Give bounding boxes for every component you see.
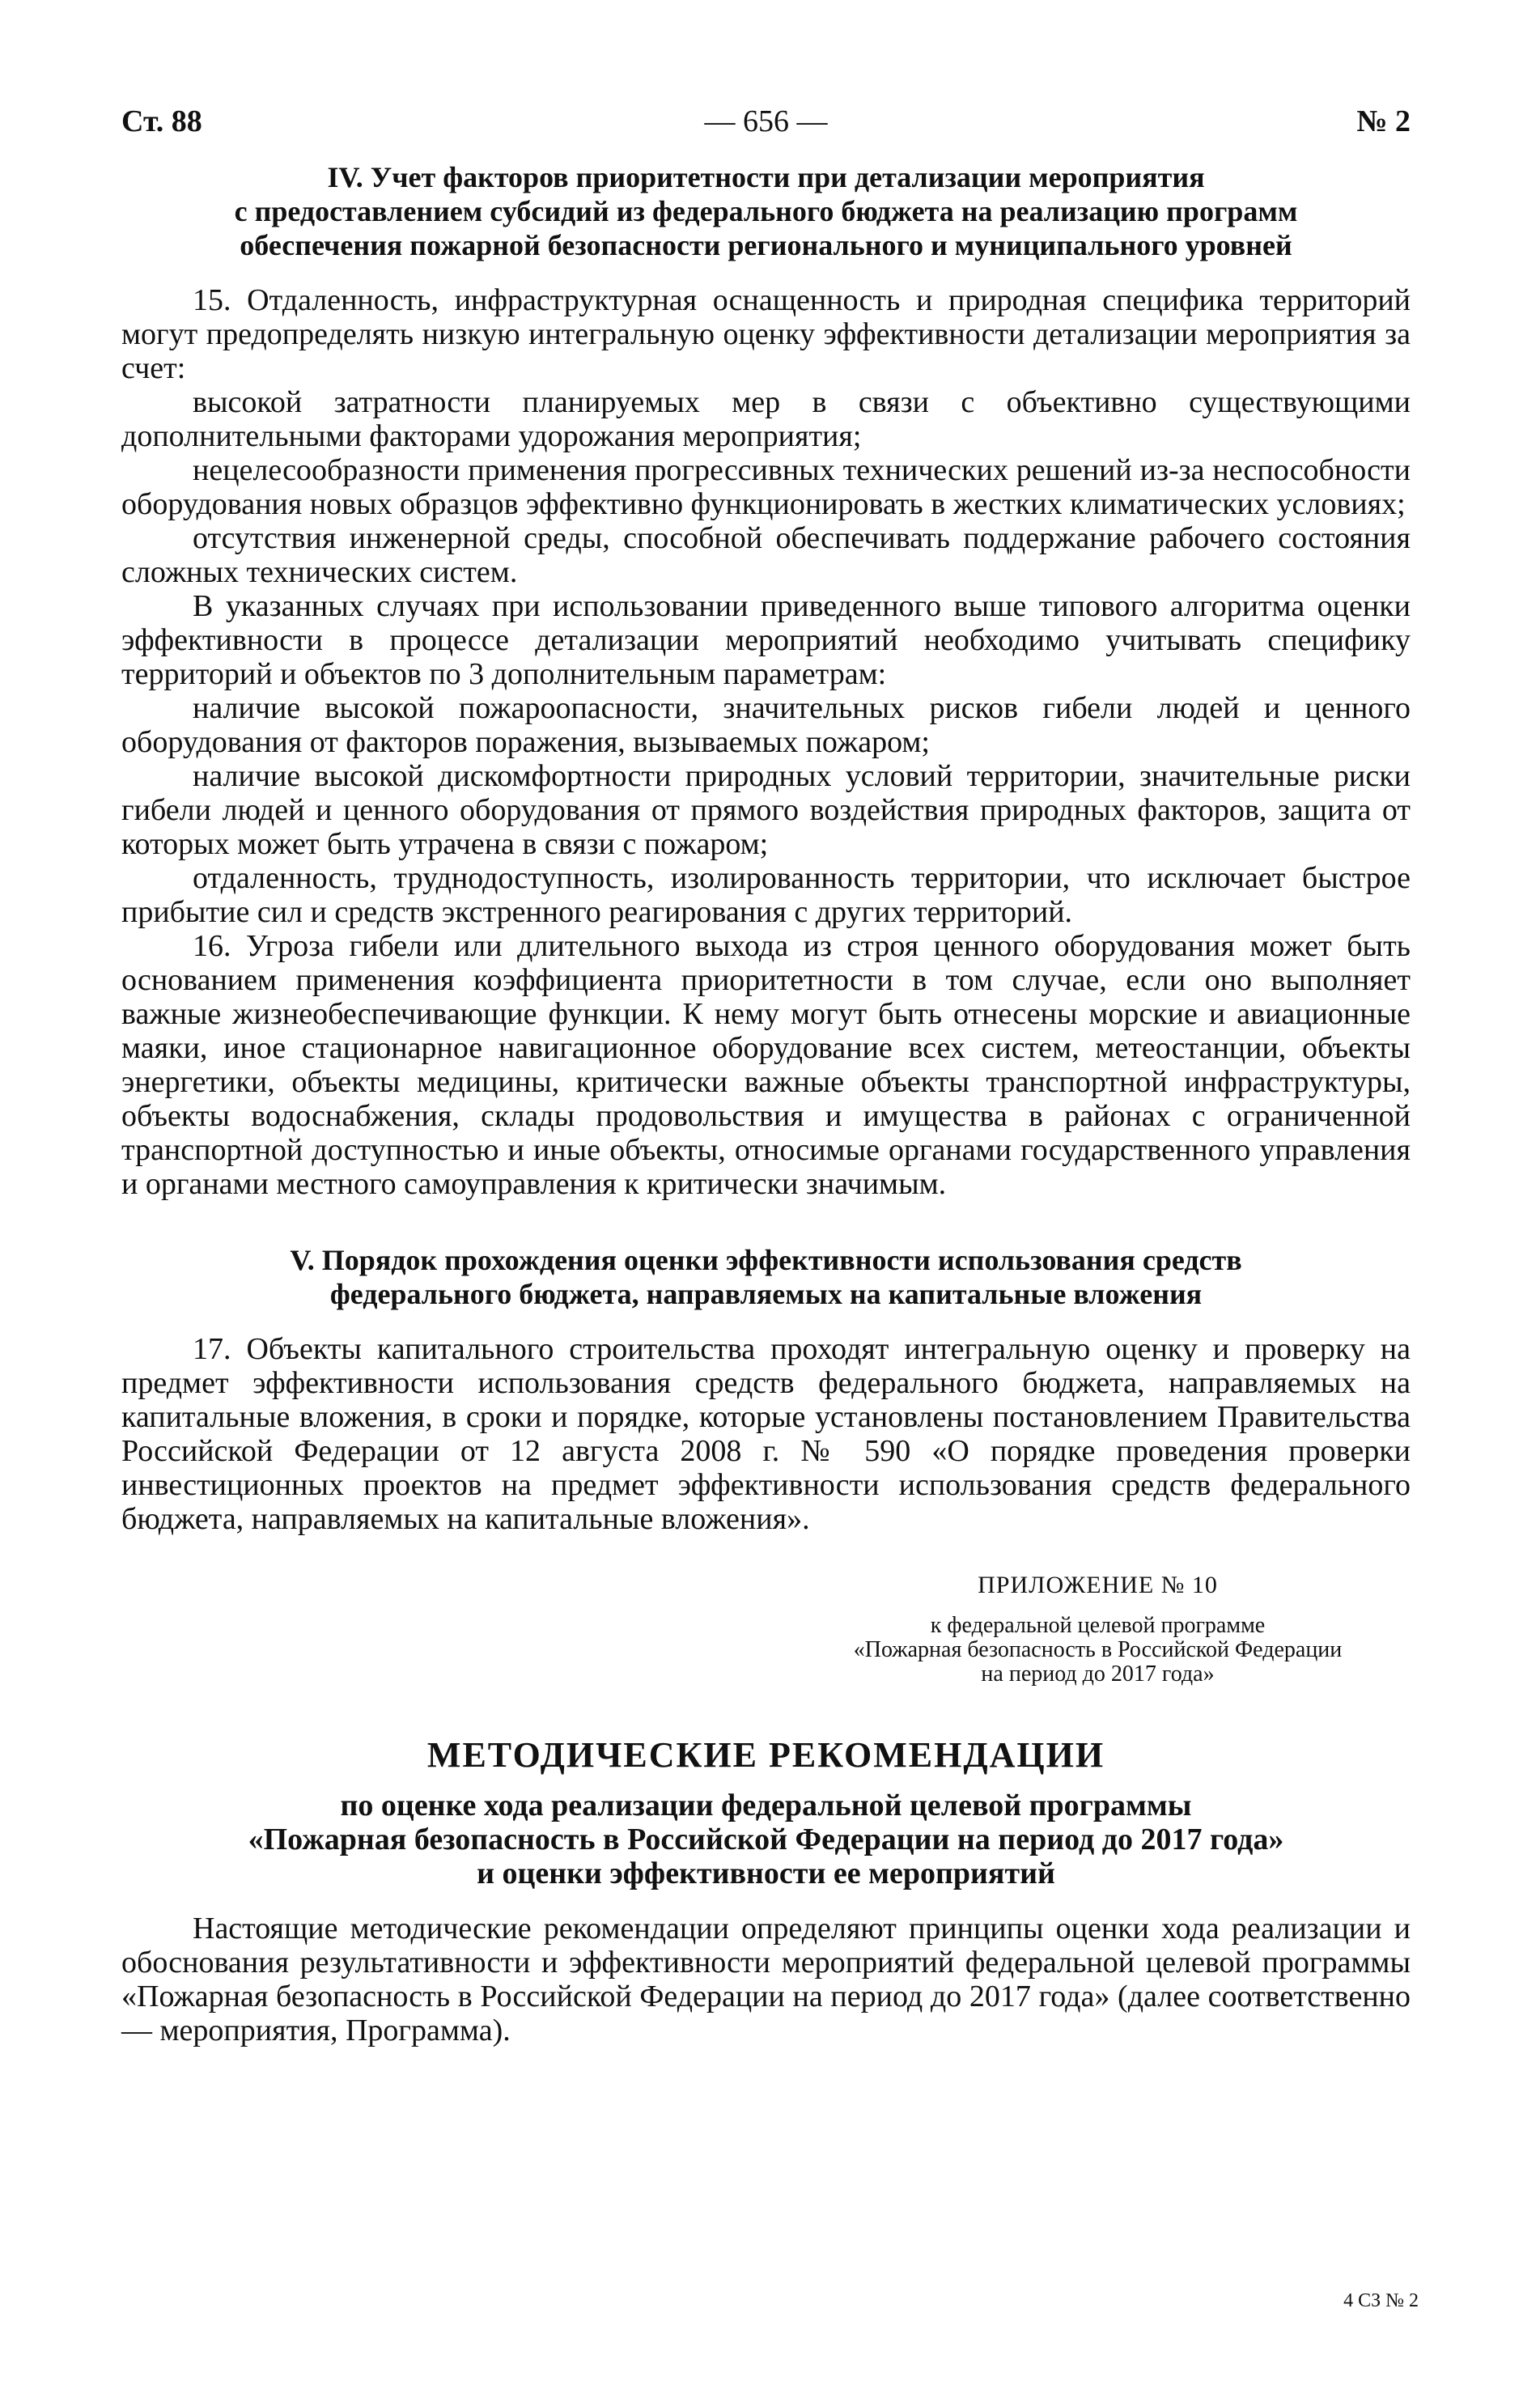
section-v-title (121, 1243, 1411, 1311)
appendix-line: «Пожарная безопасность в Российской Федерации (853, 1637, 1343, 1662)
appendix-label: ПРИЛОЖЕНИЕ № 10 (978, 1572, 1218, 1598)
list-item: наличие высокой дискомфортности природных условий территории, значительные риски гибели людей и ценного оборудования от прямого воздействия природных факторов, защита от которых может быть утрачена в связи с пожаром; (121, 759, 1411, 861)
subtitle-line: и оценки эффективности ее мероприятий (477, 1856, 1055, 1890)
subtitle-line: «Пожарная безопасность в Российской Федерации на период до 2017 года» (248, 1823, 1284, 1856)
article-number: Ст. 88 (121, 104, 202, 138)
section-v-title-line: V. Порядок прохождения оценки эффективности использования средств (290, 1244, 1242, 1276)
list-item: отсутствия инженерной среды, способной обеспечивать поддержание рабочего состояния сложных технических систем. (121, 521, 1411, 589)
list-item: отдаленность, труднодоступность, изолированность территории, что исключает быстрое прибытие сил и средств экстренного реагирования с других территорий. (121, 861, 1411, 929)
paragraph-16: 16. Угроза гибели или длительного выхода из строя ценного оборудования может быть основанием применения коэффициента приоритетности в том случае, если оно выполняет важные жизнеобеспечивающие функции. К нему могут быть отнесены морские и авиационные маяки, иное стационарное навигационное оборудование всех систем, метеостанции, объекты энергетики, объекты медицины, критически важные объекты транспортной инфраструктуры, объекты водоснабжения, склады продовольствия и имущества в районах с ограниченной транспортной доступностью и иные объекты, относимые органами государственного управления и органами местного самоуправления к критически значимым. (121, 929, 1411, 1201)
methodology-title: МЕТОДИЧЕСКИЕ РЕКОМЕНДАЦИИ (426, 1735, 1105, 1775)
issue-number: № 2 (1356, 104, 1411, 138)
paragraph-15: 15. Отдаленность, инфраструктурная оснащенность и природная специфика территорий могут предопределять низкую интегральную оценку эффективности детализации мероприятия за счет: (121, 283, 1411, 385)
signature-code: 4 СЗ № 2 (1343, 2290, 1419, 2311)
list-item: наличие высокой пожароопасности, значительных рисков гибели людей и ценного оборудования от факторов поражения, вызываемых пожаром; (121, 691, 1411, 759)
methodology-subtitle (121, 1789, 1411, 1890)
subtitle-line: по оценке хода реализации федеральной целевой программы (340, 1789, 1192, 1823)
appendix-line: к федеральной целевой программе (930, 1613, 1266, 1638)
appendix-block (785, 1573, 1411, 1687)
appendix-line: на период до 2017 года» (981, 1661, 1215, 1687)
main-content (121, 160, 1411, 2047)
intro-paragraph: Настоящие методические рекомендации определяют принципы оценки хода реализации и обоснования результативности и эффективности мероприятий федеральной целевой программы «Пожарная безопасность в Российской Федерации на период до 2017 года» (далее соответственно — мероприятия, Программа). (121, 1912, 1411, 2047)
list-item: нецелесообразности применения прогрессивных технических решений из-за неспособности оборудования новых образцов эффективно функционировать в жестких климатических условиях; (121, 453, 1411, 521)
section-iv-title (121, 160, 1411, 262)
section-iv-title-line: IV. Учет факторов приоритетности при детализации мероприятия (327, 161, 1205, 193)
section-v-title-line: федерального бюджета, направляемых на капитальные вложения (329, 1278, 1203, 1310)
section-iv-title-line: с предоставлением субсидий из федерального бюджета на реализацию программ (234, 195, 1298, 227)
page-number: — 656 — (704, 104, 828, 138)
section-iv-title-line: обеспечения пожарной безопасности регионального и муниципального уровней (240, 229, 1292, 261)
paragraph-17: 17. Объекты капитального строительства проходят интегральную оценку и проверку на предмет эффективности использования средств федерального бюджета, направляемых на капитальные вложения, в сроки и порядке, которые установлены постановлением Правительства Российской Федерации от 12 августа 2008 г. № 590 «О порядке проведения проверки инвестиционных проектов на предмет эффективности использования средств федерального бюджета, направляемых на капитальные вложения». (121, 1332, 1411, 1536)
paragraph: В указанных случаях при использовании приведенного выше типового алгоритма оценки эффективности в процессе детализации мероприятий необходимо учитывать специфику территорий и объектов по 3 дополнительным параметрам: (121, 589, 1411, 691)
list-item: высокой затратности планируемых мер в связи с объективно существующими дополнительными факторами удорожания мероприятия; (121, 385, 1411, 453)
running-head (121, 104, 1411, 152)
